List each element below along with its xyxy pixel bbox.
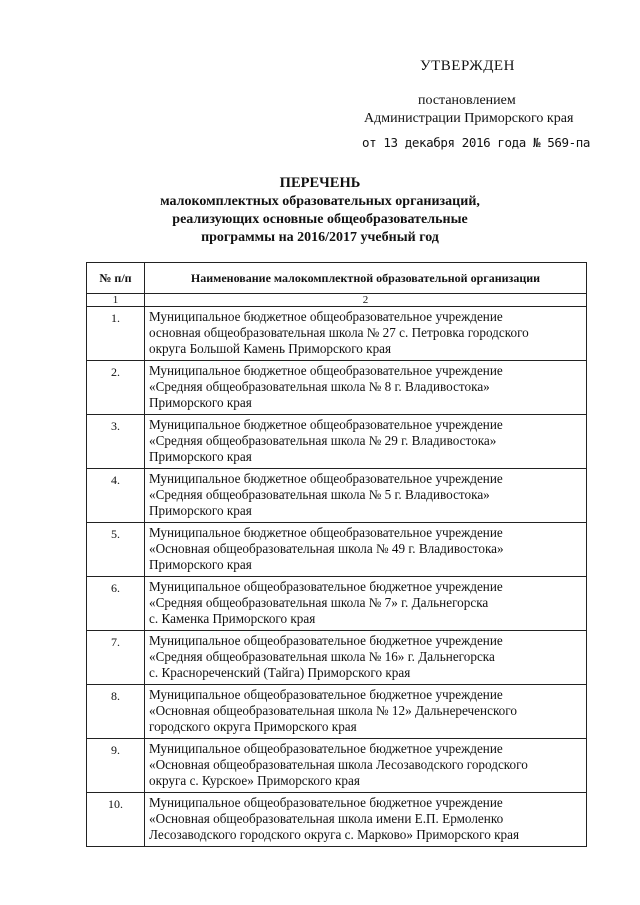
approval-date-number: от 13 декабря 2016 года № 569-па [362, 135, 591, 150]
row-number: 2. [87, 361, 145, 415]
organization-name [145, 415, 587, 469]
organization-name [145, 631, 587, 685]
organization-name-line: Муниципальное общеобразовательное бюджетное учреждение [149, 741, 503, 756]
organization-name-line: Лесозаводского городского округа с. Марково» Приморского края [149, 827, 520, 842]
organization-name-line: Муниципальное общеобразовательное бюджетное учреждение [149, 795, 503, 810]
row-number: 5. [87, 523, 145, 577]
document-subtitle-line: малокомплектных образовательных организаций, [160, 194, 480, 209]
organization-name-line: Муниципальное бюджетное общеобразовательное учреждение [149, 471, 503, 486]
organization-name-line: «Основная общеобразовательная школа Лесозаводского городского [149, 757, 528, 772]
organization-name-line: Муниципальное бюджетное общеобразовательное учреждение [149, 417, 503, 432]
organization-name-line: основная общеобразовательная школа № 27 с. Петровка городского [149, 325, 529, 340]
document-subtitle-line: реализующих основные общеобразовательные [172, 212, 468, 227]
approval-title: УТВЕРЖДЕН [420, 58, 515, 74]
organization-name-line: Муниципальное бюджетное общеобразовательное учреждение [149, 363, 503, 378]
organizations-table [86, 262, 587, 847]
document-title [140, 174, 500, 247]
table-row [87, 739, 587, 793]
organization-name-line: «Средняя общеобразовательная школа № 29 г. Владивостока» [149, 433, 497, 448]
organization-name [145, 307, 587, 361]
organization-name [145, 577, 587, 631]
organization-name [145, 793, 587, 847]
organization-name-line: «Средняя общеобразовательная школа № 7» г. Дальнегорска [149, 595, 489, 610]
organization-name-line: Муниципальное общеобразовательное бюджетное учреждение [149, 579, 503, 594]
document-heading: ПЕРЕЧЕНЬ [279, 175, 361, 191]
approval-resolution-label: постановлением [418, 93, 516, 108]
table-row [87, 361, 587, 415]
table-row [87, 523, 587, 577]
organization-name-line: Приморского края [149, 557, 252, 572]
table-row [87, 631, 587, 685]
organization-name-line: Муниципальное общеобразовательное бюджетное учреждение [149, 687, 503, 702]
organization-name [145, 739, 587, 793]
table-row [87, 415, 587, 469]
header-name: Наименование малокомплектной образовательной организации [145, 263, 587, 294]
organization-name-line: «Основная общеобразовательная школа имени Е.П. Ермоленко [149, 811, 504, 826]
document-subtitle-line: программы на 2016/2017 учебный год [201, 230, 439, 245]
column-index: 2 [145, 294, 587, 307]
column-index: 1 [87, 294, 145, 307]
row-number: 7. [87, 631, 145, 685]
organization-name-line: «Средняя общеобразовательная школа № 5 г. Владивостока» [149, 487, 490, 502]
organization-name [145, 361, 587, 415]
organization-name-line: Муниципальное общеобразовательное бюджетное учреждение [149, 633, 503, 648]
organization-name-line: «Основная общеобразовательная школа № 12» Дальнереченского [149, 703, 517, 718]
organization-name-line: с. Каменка Приморского края [149, 611, 316, 626]
row-number: 3. [87, 415, 145, 469]
organization-name [145, 523, 587, 577]
approval-stamp [360, 58, 630, 150]
row-number: 6. [87, 577, 145, 631]
row-number: 10. [87, 793, 145, 847]
row-number: 8. [87, 685, 145, 739]
table-row [87, 793, 587, 847]
organization-name-line: Приморского края [149, 395, 252, 410]
row-number: 9. [87, 739, 145, 793]
table-row [87, 469, 587, 523]
organization-name [145, 469, 587, 523]
approval-authority: Администрации Приморского края [364, 111, 574, 126]
organization-name-line: Муниципальное бюджетное общеобразовательное учреждение [149, 525, 503, 540]
organization-name-line: «Основная общеобразовательная школа № 49 г. Владивостока» [149, 541, 504, 556]
table-row [87, 577, 587, 631]
organization-name [145, 685, 587, 739]
organization-name-line: округа Большой Камень Приморского края [149, 341, 392, 356]
organization-name-line: «Средняя общеобразовательная школа № 16» г. Дальнегорска [149, 649, 495, 664]
organization-name-line: «Средняя общеобразовательная школа № 8 г. Владивостока» [149, 379, 490, 394]
row-number: 4. [87, 469, 145, 523]
organization-name-line: округа с. Курское» Приморского края [149, 773, 360, 788]
organization-name-line: Приморского края [149, 449, 252, 464]
organization-name-line: с. Краснореченский (Тайга) Приморского края [149, 665, 411, 680]
table-row [87, 307, 587, 361]
table-row [87, 685, 587, 739]
row-number: 1. [87, 307, 145, 361]
header-number: № п/п [87, 263, 145, 294]
organization-name-line: Приморского края [149, 503, 252, 518]
organization-name-line: городского округа Приморского края [149, 719, 357, 734]
organization-name-line: Муниципальное бюджетное общеобразовательное учреждение [149, 309, 503, 324]
column-index-row [87, 294, 587, 307]
table-header-row [87, 263, 587, 294]
